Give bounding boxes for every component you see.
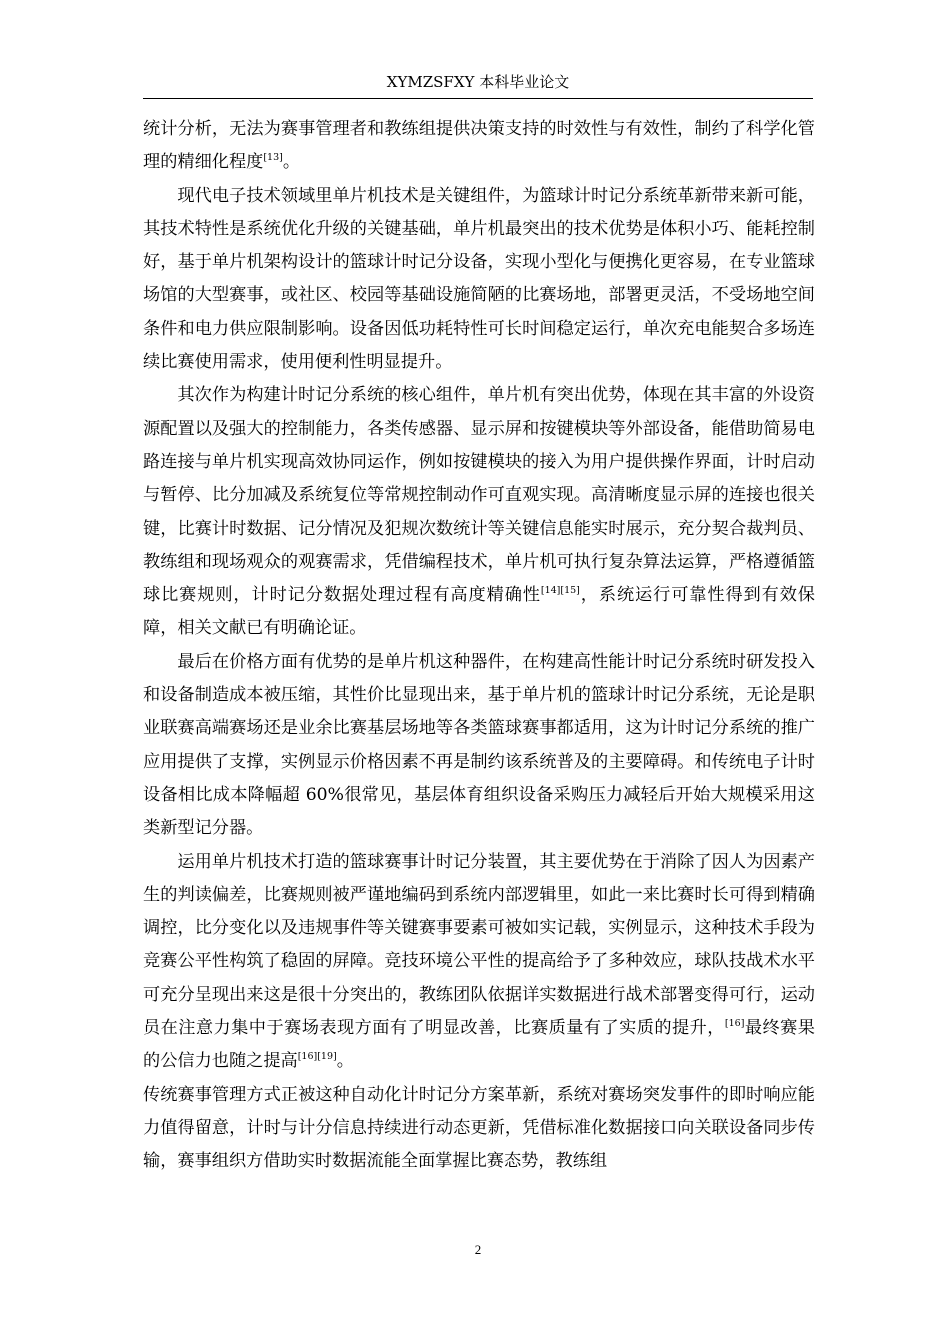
body-paragraph [143,646,815,846]
body-paragraph [143,1079,815,1179]
paragraph-text: 传统赛事管理方式正被这种自动化计时记分方案革新，系统对赛场突发事件的即时响应能力值得留意，计时与计分信息持续进行动态更新，凭借标准化数据接口向关联设备同步传输，赛事组织方借助实时数据流能全面掌握比赛态势，教练组 [143,1084,815,1172]
body-text [143,113,815,1179]
header-rule [143,98,813,99]
body-paragraph [143,180,815,380]
paragraph-text: 现代电子技术领域里单片机技术是关键组件，为篮球计时记分系统革新带来新可能，其技术特性是系统优化升级的关键基础，单片机最突出的技术优势是体积小巧、能耗控制好，基于单片机架构设计的篮球计时记分设备，实现小型化与便携化更容易，在专业篮球场馆的大型赛事，或社区、校园等基础设施简陋的比赛场地，部署更灵活，不受场地空间条件和电力供应限制影响。设备因低功耗特性可长时间稳定运行，单次充电能契合多场连续比赛使用需求，使用便利性明显提升。 [143,185,815,373]
paragraph-text: 其次作为构建计时记分系统的核心组件，单片机有突出优势，体现在其丰富的外设资源配置以及强大的控制能力，各类传感器、显示屏和按键模块等外部设备，能借助简易电路连接与单片机实现高效协同运作，例如按键模块的接入为用户提供操作界面，计时启动与暂停、比分加减及系统复位等常规控制动作可直观实现。高清晰度显示屏的连接也很关键，比赛计时数据、记分情况及犯规次数统计等关键信息能实时展示，充分契合裁判员、教练组和现场观众的观赛需求，凭借编程技术，单片机可执行复杂算法运算，严格遵循篮球比赛规则，计时记分数据处理过程有高度精确性 [143,385,815,606]
paragraph-text: ，系统运行可靠性得到有效保障，相关文献已有明确论证。 [143,585,815,639]
paragraph-text: 。 [336,1051,354,1072]
citation-ref: [16] [724,1018,745,1030]
citation-ref: [16][19] [297,1051,337,1063]
running-header: XYMZSFXY 本科毕业论文 [386,73,570,91]
paragraph-text: 统计分析，无法为赛事管理者和教练组提供决策支持的时效性与有效性，制约了科学化管理的精细化程度 [143,119,815,173]
body-paragraph [143,846,815,1079]
paragraph-text: 运用单片机技术打造的篮球赛事计时记分装置，其主要优势在于消除了因人为因素产生的判读偏差，比赛规则被严谨地编码到系统内部逻辑里，如此一来比赛时长可得到精确调控，比分变化以及违规事件等关键赛事要素可被如实记载，实例显示，这种技术手段为竞赛公平性构筑了稳固的屏障。竞技环境公平性的提高给予了多种效应，球队技战术水平可充分呈现出来这是很十分突出的，教练团队依据详实数据进行战术部署变得可行，运动员在注意力集中于赛场表现方面有了明显改善，比赛质量有了实质的提升， [143,851,815,1039]
citation-ref: [13] [263,152,283,164]
body-paragraph [143,379,815,645]
paragraph-text: 最后在价格方面有优势的是单片机这种器件，在构建高性能计时记分系统时研发投入和设备制造成本被压缩，其性价比显现出来，基于单片机的篮球计时记分系统，无论是职业联赛高端赛场还是业余比赛基层场地等各类篮球赛事都适用，这为计时记分系统的推广应用提供了支撑，实例显示价格因素不再是制约该系统普及的主要障碍。和传统电子计时设备相比成本降幅超 60%很常见，基层体育组织设备采购压力减轻后开始大规模采用这类新型记分器。 [143,651,815,839]
page-number: 2 [474,1242,482,1257]
body-paragraph [143,113,815,180]
paragraph-text: 。 [282,152,301,173]
paragraph-text: 最终赛果的公信力也随之提高 [143,1018,815,1072]
citation-ref: [14][15] [540,585,580,597]
